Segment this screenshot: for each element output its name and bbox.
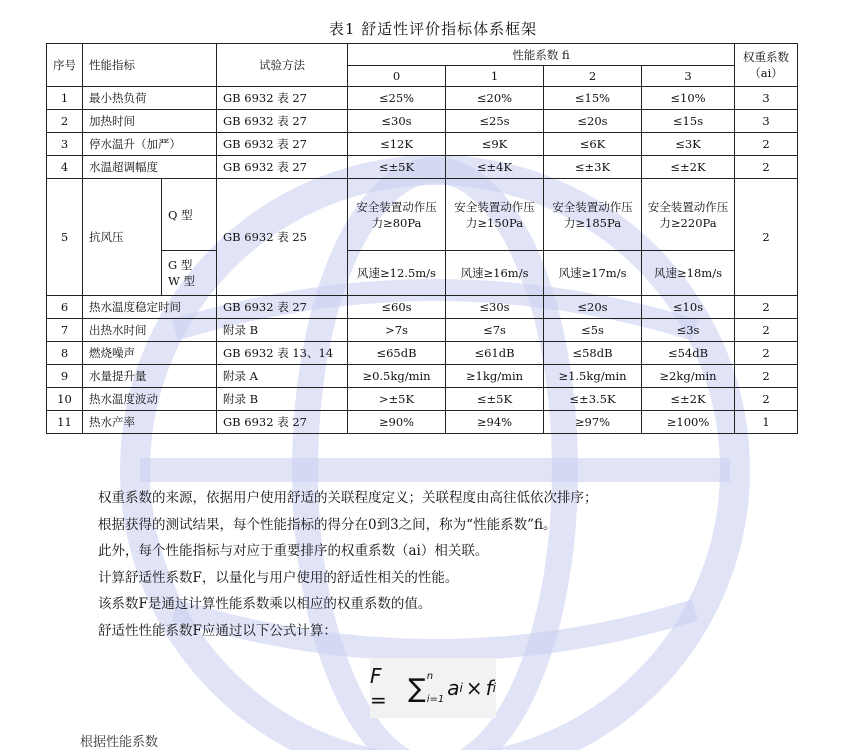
row-value: ≥2kg/min xyxy=(642,365,735,388)
row-number: 4 xyxy=(47,156,83,179)
row-value: ≤±5K xyxy=(348,156,446,179)
row-weight: 2 xyxy=(735,179,798,296)
row-value: ≥94% xyxy=(446,411,544,434)
row-value: ≥1kg/min xyxy=(446,365,544,388)
row-value: 安全装置动作压力≥185Pa xyxy=(544,179,642,251)
row-number: 5 xyxy=(47,179,83,296)
row-subtype-gw xyxy=(162,251,217,296)
header-level: 3 xyxy=(642,66,735,87)
row-method: 附录 A xyxy=(217,365,348,388)
row-value: 风速≥17m/s xyxy=(544,251,642,296)
row-value: 安全装置动作压力≥150Pa xyxy=(446,179,544,251)
row-weight: 1 xyxy=(735,411,798,434)
paragraph: 舒适性性能系数F应通过以下公式计算： xyxy=(98,622,337,639)
row-weight: 3 xyxy=(735,87,798,110)
formula-a: a xyxy=(447,676,460,700)
row-indicator: 停水温升（加严） xyxy=(83,133,217,156)
row-value: ≤65dB xyxy=(348,342,446,365)
row-indicator: 热水温度稳定时间 xyxy=(83,296,217,319)
row-value: ≤±5K xyxy=(446,388,544,411)
row-indicator: 加热时间 xyxy=(83,110,217,133)
paragraph: 权重系数的来源，依据用户使用舒适的关联程度定义；关联程度由高往低依次排序； xyxy=(98,490,598,506)
row-value: ≥90% xyxy=(348,411,446,434)
row-value: ≤20s xyxy=(544,110,642,133)
table-row xyxy=(47,342,798,365)
paragraph: 此外，每个性能指标与对应于重要排序的权重系数（ai）相关联。 xyxy=(98,543,489,559)
header-seq: 序号 xyxy=(47,44,83,87)
paragraph: 计算舒适性系数F，以量化与用户使用的舒适性相关的性能。 xyxy=(98,569,459,586)
header-method: 试验方法 xyxy=(217,44,348,87)
row-value: ≤61dB xyxy=(446,342,544,365)
row-value: ≤54dB xyxy=(642,342,735,365)
table-row xyxy=(47,133,798,156)
row-weight: 2 xyxy=(735,388,798,411)
row-value: ≤58dB xyxy=(544,342,642,365)
row-weight: 2 xyxy=(735,365,798,388)
row-method: GB 6932 表 25 xyxy=(217,179,348,296)
formula-a-sub: i xyxy=(459,681,463,695)
subtype-g: G 型 xyxy=(168,258,193,272)
row-value: ≤3K xyxy=(642,133,735,156)
row-subtype-q: Q 型 xyxy=(162,179,217,251)
row-method: GB 6932 表 27 xyxy=(217,133,348,156)
header-level: 2 xyxy=(544,66,642,87)
row-number: 2 xyxy=(47,110,83,133)
row-number: 6 xyxy=(47,296,83,319)
formula-lhs: F = xyxy=(370,664,387,712)
sum-upper: n xyxy=(426,671,434,682)
table-row-wind-q xyxy=(47,179,798,251)
comfort-formula xyxy=(370,658,496,718)
formula-times: × xyxy=(465,676,483,700)
header-coefficient: 性能系数 fi xyxy=(348,44,735,66)
header-level: 1 xyxy=(446,66,544,87)
explanation-text xyxy=(98,485,598,644)
row-number: 11 xyxy=(47,411,83,434)
comfort-index-table xyxy=(46,43,798,434)
row-value: ≤±2K xyxy=(642,388,735,411)
row-method: 附录 B xyxy=(217,319,348,342)
row-value: ≤15s xyxy=(642,110,735,133)
row-number: 8 xyxy=(47,342,83,365)
row-indicator: 出热水时间 xyxy=(83,319,217,342)
sum-lower: i=1 xyxy=(426,694,445,705)
cut-off-text: 根据性能系数 xyxy=(80,735,159,750)
row-value: ≤60s xyxy=(348,296,446,319)
row-weight: 2 xyxy=(735,156,798,179)
row-method: GB 6932 表 13、14 xyxy=(217,342,348,365)
row-weight: 3 xyxy=(735,110,798,133)
row-indicator: 燃烧噪声 xyxy=(83,342,217,365)
row-value: ≥97% xyxy=(544,411,642,434)
sigma-symbol: ∑ xyxy=(408,674,426,704)
row-indicator: 水量提升量 xyxy=(83,365,217,388)
row-weight: 2 xyxy=(735,296,798,319)
row-value: 风速≥16m/s xyxy=(446,251,544,296)
row-value: 安全装置动作压力≥220Pa xyxy=(642,179,735,251)
row-value: ≤5s xyxy=(544,319,642,342)
row-number: 10 xyxy=(47,388,83,411)
table-row xyxy=(47,388,798,411)
row-value: ≤10s xyxy=(642,296,735,319)
row-value: >±5K xyxy=(348,388,446,411)
header-indicator: 性能指标 xyxy=(83,44,217,87)
formula-f-sub: i xyxy=(492,681,496,695)
row-value: 安全装置动作压力≥80Pa xyxy=(348,179,446,251)
row-value: ≤20% xyxy=(446,87,544,110)
row-number: 1 xyxy=(47,87,83,110)
header-level: 0 xyxy=(348,66,446,87)
row-method: 附录 B xyxy=(217,388,348,411)
table-row xyxy=(47,110,798,133)
row-value: ≤±2K xyxy=(642,156,735,179)
row-value: ≤±4K xyxy=(446,156,544,179)
subtype-w: W 型 xyxy=(168,274,195,288)
row-value: ≤±3.5K xyxy=(544,388,642,411)
row-value: ≤9K xyxy=(446,133,544,156)
table-row xyxy=(47,365,798,388)
row-value: ≥100% xyxy=(642,411,735,434)
row-value: ≥1.5kg/min xyxy=(544,365,642,388)
table-row xyxy=(47,319,798,342)
row-number: 3 xyxy=(47,133,83,156)
header-weight: 权重系数（ai） xyxy=(735,44,798,87)
row-indicator: 最小热负荷 xyxy=(83,87,217,110)
table-row xyxy=(47,87,798,110)
paragraph: 根据获得的测试结果，每个性能指标的得分在0到3之间，称为“性能系数”fi。 xyxy=(98,516,557,533)
row-value: ≤30s xyxy=(348,110,446,133)
row-value: ≤20s xyxy=(544,296,642,319)
row-indicator: 热水产率 xyxy=(83,411,217,434)
row-value: ≤12K xyxy=(348,133,446,156)
row-value: >7s xyxy=(348,319,446,342)
row-indicator: 抗风压 xyxy=(83,179,162,296)
table-row xyxy=(47,296,798,319)
row-value: ≤3s xyxy=(642,319,735,342)
sum-limits xyxy=(427,671,445,705)
row-value: ≤25s xyxy=(446,110,544,133)
row-value: ≤7s xyxy=(446,319,544,342)
table-row xyxy=(47,411,798,434)
row-value: ≤15% xyxy=(544,87,642,110)
row-method: GB 6932 表 27 xyxy=(217,411,348,434)
row-value: ≥0.5kg/min xyxy=(348,365,446,388)
row-method: GB 6932 表 27 xyxy=(217,296,348,319)
row-number: 9 xyxy=(47,365,83,388)
row-method: GB 6932 表 27 xyxy=(217,87,348,110)
paragraph: 该系数F是通过计算性能系数乘以相应的权重系数的值。 xyxy=(98,596,432,612)
row-method: GB 6932 表 27 xyxy=(217,110,348,133)
row-value: ≤±3K xyxy=(544,156,642,179)
table-caption: 表1 舒适性评价指标体系框架 xyxy=(328,20,538,38)
row-value: ≤6K xyxy=(544,133,642,156)
row-number: 7 xyxy=(47,319,83,342)
row-value: ≤10% xyxy=(642,87,735,110)
row-weight: 2 xyxy=(735,342,798,365)
row-indicator: 热水温度波动 xyxy=(83,388,217,411)
row-method: GB 6932 表 27 xyxy=(217,156,348,179)
row-value: ≤30s xyxy=(446,296,544,319)
row-value: ≤25% xyxy=(348,87,446,110)
row-value: 风速≥12.5m/s xyxy=(348,251,446,296)
row-weight: 2 xyxy=(735,133,798,156)
row-indicator: 水温超调幅度 xyxy=(83,156,217,179)
row-value: 风速≥18m/s xyxy=(642,251,735,296)
formula-f: f xyxy=(485,676,493,700)
row-weight: 2 xyxy=(735,319,798,342)
table-row xyxy=(47,156,798,179)
